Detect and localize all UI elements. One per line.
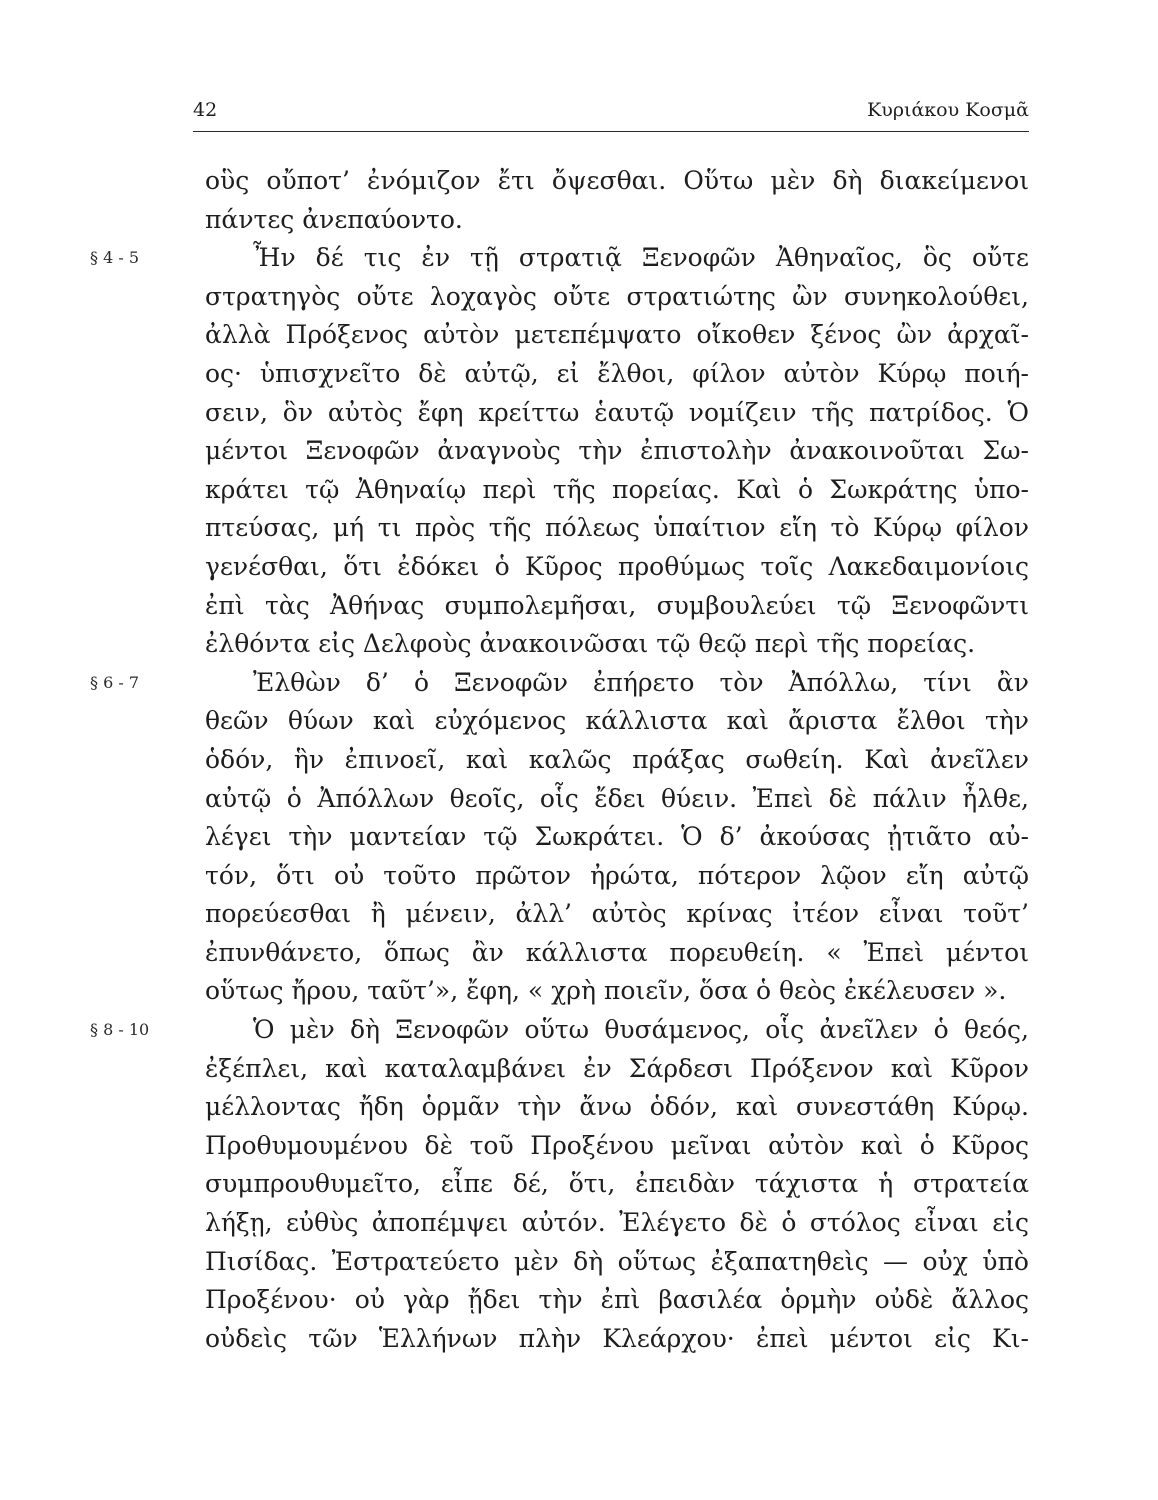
body-text [90, 162, 1029, 1358]
running-head: Κυριάκου Κοσμᾶ [867, 99, 1029, 121]
line-text: πάντες ἀνεπαύοντο. [205, 204, 463, 234]
line-text: λέγει τὴν μαντείαν τῷ Σωκράτει. Ὁ δ’ ἀκούσας ᾐτιᾶτο αὐ- [205, 822, 1029, 852]
line-text: σειν, ὃν αὐτὸς ἔφη κρείττω ἑαυτῷ νομίζειν τῆς πατρίδος. Ὁ [205, 397, 1029, 427]
text-line [205, 895, 1029, 934]
text-line [205, 432, 1029, 471]
line-text: θεῶν θύων καὶ εὐχόμενος κάλλιστα καὶ ἄριστα ἔλθοι τὴν [205, 706, 1029, 736]
line-text: μέντοι Ξενοφῶν ἀναγνοὺς τὴν ἐπιστολὴν ἀνακοινοῦται Σω- [205, 436, 1029, 466]
line-text: κράτει τῷ Ἀθηναίῳ περὶ τῆς πορείας. Καὶ ὁ Σωκράτης ὑπο- [205, 474, 1029, 504]
text-line [205, 278, 1029, 317]
text-line [205, 162, 1029, 201]
text-line [205, 201, 1029, 240]
line-text: ἐπὶ τὰς Ἀθήνας συμπολεμῆσαι, συμβουλεύει τῷ Ξενοφῶντι [205, 590, 1029, 620]
text-line [205, 509, 1029, 548]
text-line [205, 316, 1029, 355]
text-line [205, 355, 1029, 394]
text-line [205, 1165, 1029, 1204]
text-line [205, 1320, 1029, 1359]
text-line [205, 1204, 1029, 1243]
line-text: στρατηγὸς οὔτε λοχαγὸς οὔτε στρατιώτης ὢν συνηκολούθει, [205, 281, 1029, 311]
page-header [193, 95, 1029, 132]
text-line [205, 1127, 1029, 1166]
line-text: ἀλλὰ Πρόξενος αὐτὸν μετεπέμψατο οἴκοθεν ξένος ὢν ἀρχαῖ- [205, 320, 1029, 350]
text-line [205, 1050, 1029, 1089]
line-text: ἐξέπλει, καὶ καταλαμβάνει ἐν Σάρδεσι Πρόξενον καὶ Κῦρον [205, 1053, 1029, 1083]
line-text: Ὁ μὲν δὴ Ξενοφῶν οὕτω θυσάμενος, οἷς ἀνεῖλεν ὁ θεός, [253, 1015, 1029, 1045]
text-line [205, 394, 1029, 433]
line-text: Προξένου· οὐ γὰρ ᾔδει τὴν ἐπὶ βασιλέα ὁρμὴν οὐδὲ ἄλλος [205, 1285, 1029, 1315]
section-marker: § 4 - 5 [90, 248, 140, 268]
text-line [205, 1088, 1029, 1127]
line-text: συμπρουθυμεῖτο, εἶπε δέ, ὅτι, ἐπειδὰν τάχιστα ἡ στρατεία [205, 1169, 1029, 1199]
text-line [205, 625, 1029, 664]
text-line [205, 1243, 1029, 1282]
text-line [90, 1011, 1029, 1050]
line-text: αὐτῷ ὁ Ἀπόλλων θεοῖς, οἷς ἔδει θύειν. Ἐπεὶ δὲ πάλιν ἦλθε, [205, 783, 1029, 813]
text-line [205, 857, 1029, 896]
text-line [205, 1281, 1029, 1320]
line-text: λήξῃ, εὐθὺς ἀποπέμψει αὐτόν. Ἐλέγετο δὲ ὁ στόλος εἶναι εἰς [205, 1208, 1029, 1238]
line-text: οὓς οὔποτ’ ἐνόμιζον ἔτι ὄψεσθαι. Οὕτω μὲν δὴ διακείμενοι [205, 166, 1029, 195]
section-marker: § 8 - 10 [90, 1020, 150, 1040]
line-text: πτεύσας, μή τι πρὸς τῆς πόλεως ὑπαίτιον εἴη τὸ Κύρῳ φίλον [205, 513, 1029, 543]
text-line [205, 548, 1029, 587]
text-line [205, 741, 1029, 780]
text-line [90, 664, 1029, 703]
line-text: ἐπυνθάνετο, ὅπως ἂν κάλλιστα πορευθείη. « Ἐπεὶ μέντοι [205, 937, 1029, 967]
line-text: Πισίδας. Ἐστρατεύετο μὲν δὴ οὕτως ἐξαπατηθεὶς — οὐχ ὑπὸ [205, 1246, 1029, 1276]
line-text: πορεύεσθαι ἢ μένειν, ἀλλ’ αὐτὸς κρίνας ἰτέον εἶναι τοῦτ’ [205, 899, 1029, 929]
line-text: ἐλθόντα εἰς Δελφοὺς ἀνακοινῶσαι τῷ θεῷ περὶ τῆς πορείας. [205, 629, 976, 659]
line-text: ὁδόν, ἣν ἐπινοεῖ, καὶ καλῶς πράξας σωθείη. Καὶ ἀνεῖλεν [205, 744, 1029, 774]
line-text: ος· ὑπισχνεῖτο δὲ αὐτῷ, εἰ ἔλθοι, φίλον αὐτὸν Κύρῳ ποιή- [205, 358, 1029, 388]
line-text: οὐδεὶς τῶν Ἑλλήνων πλὴν Κλεάρχου· ἐπεὶ μέντοι εἰς Κι- [205, 1323, 1029, 1353]
text-line [205, 972, 1029, 1011]
text-line [205, 780, 1029, 819]
line-text: μέλλοντας ἤδη ὁρμᾶν τὴν ἄνω ὁδόν, καὶ συνεστάθη Κύρῳ. [205, 1092, 1029, 1122]
line-text: Προθυμουμένου δὲ τοῦ Προξένου μεῖναι αὐτὸν καὶ ὁ Κῦρος [205, 1130, 1029, 1160]
text-line [90, 239, 1029, 278]
line-text: Ἐλθὼν δ’ ὁ Ξενοφῶν ἐπήρετο τὸν Ἀπόλλω, τίνι ἂν [253, 667, 1029, 697]
line-text: γενέσθαι, ὅτι ἐδόκει ὁ Κῦρος προθύμως τοῖς Λακεδαιμονίοις [205, 551, 1029, 581]
text-line [205, 818, 1029, 857]
line-text: οὕτως ἤρου, ταῦτ’», ἔφη, « χρὴ ποιεῖν, ὅσα ὁ θεὸς ἐκέλευσεν ». [205, 976, 1007, 1006]
text-line [205, 934, 1029, 973]
line-text: τόν, ὅτι οὐ τοῦτο πρῶτον ἠρώτα, πότερον λῷον εἴη αὐτῷ [205, 860, 1029, 890]
page-number: 42 [193, 99, 218, 121]
text-line [205, 702, 1029, 741]
line-text: Ἦν δέ τις ἐν τῇ στρατιᾷ Ξενοφῶν Ἀθηναῖος, ὃς οὔτε [253, 243, 1029, 273]
section-marker: § 6 - 7 [90, 672, 140, 692]
text-line [205, 471, 1029, 510]
text-line [205, 587, 1029, 626]
